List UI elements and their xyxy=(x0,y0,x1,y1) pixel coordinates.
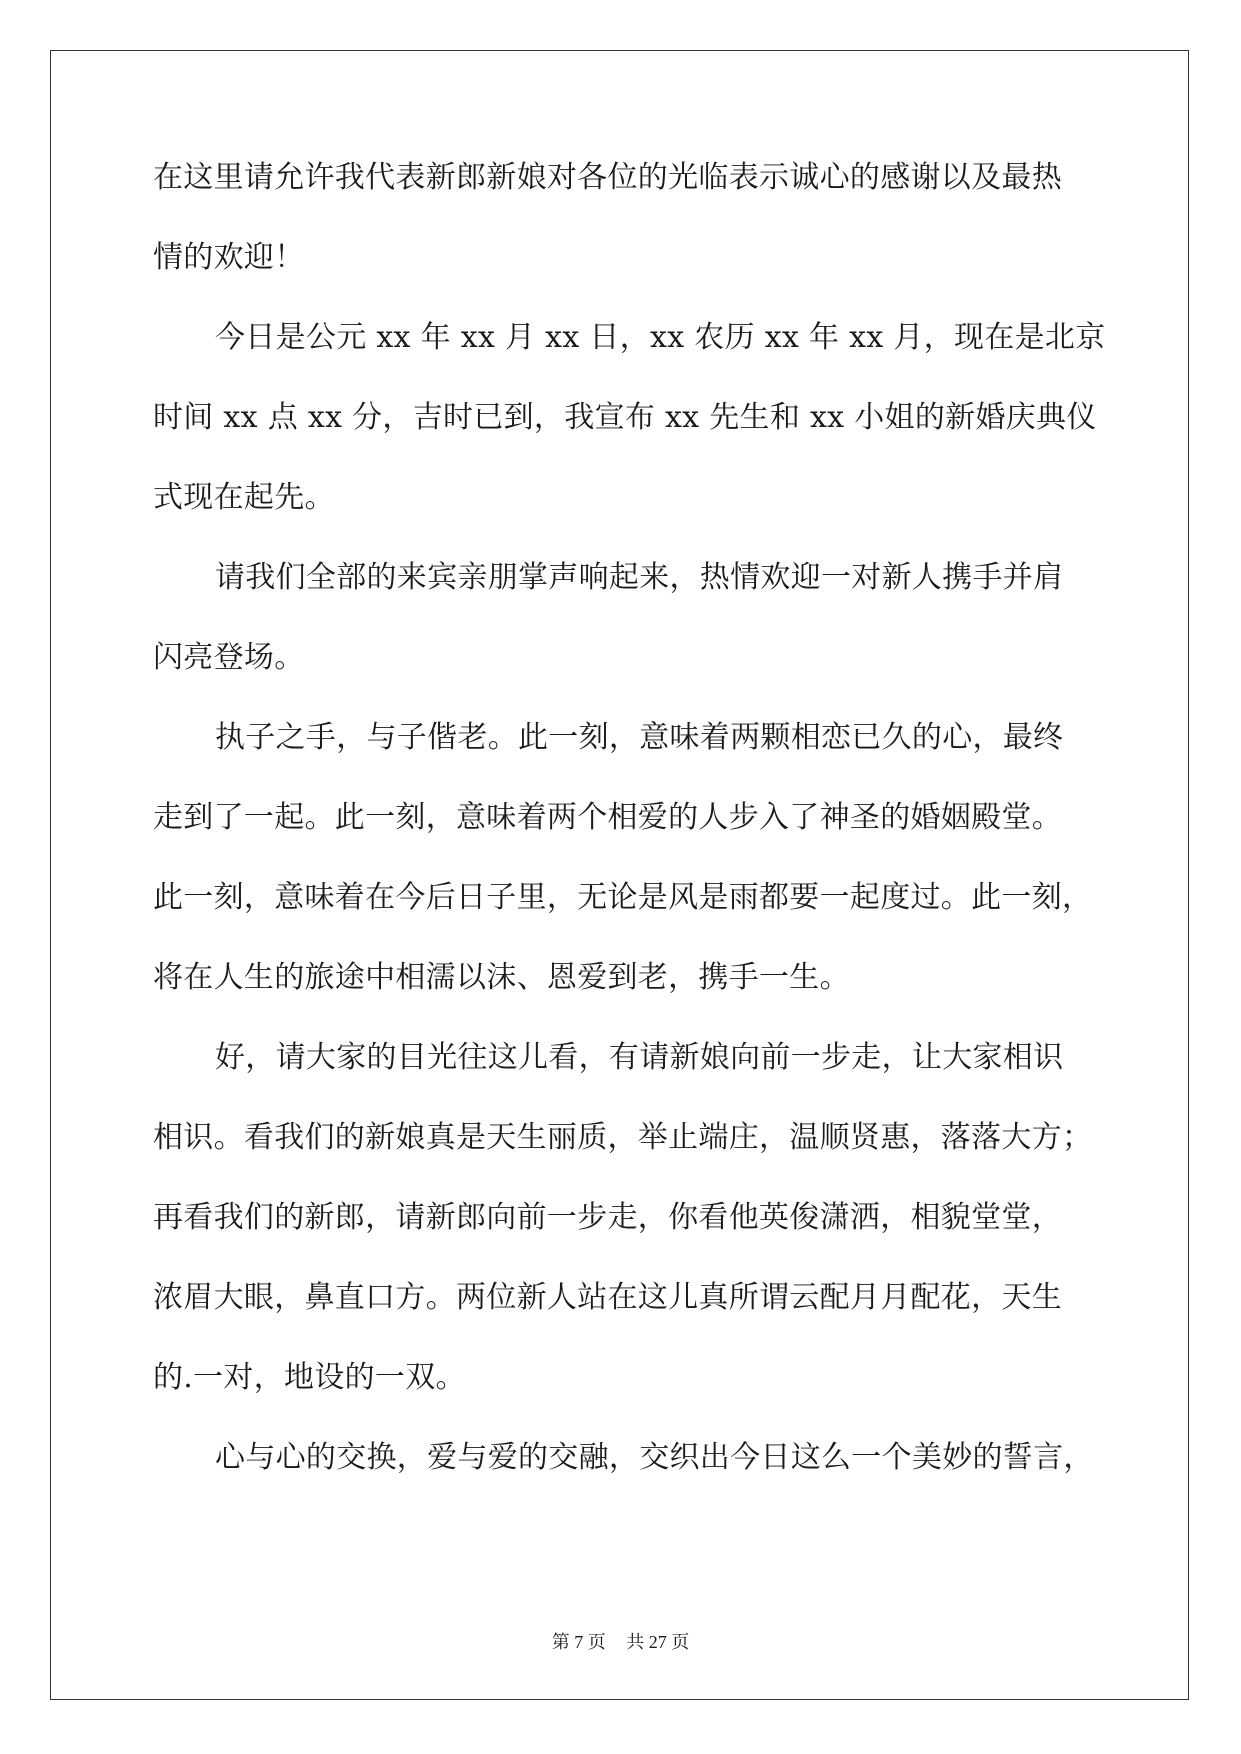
page-number: 第 7 页 xyxy=(551,1632,606,1652)
text-line: 好，请大家的目光往这儿看，有请新娘向前一步走，让大家相识 xyxy=(215,1040,1064,1075)
text-line: 情的欢迎！ xyxy=(153,240,305,275)
text-line: 将在人生的旅途中相濡以沫、恩爱到老，携手一生。 xyxy=(153,960,850,995)
text-line: 今日是公元 xx 年 xx 月 xx 日，xx 农历 xx 年 xx 月，现在是北京 xyxy=(215,320,1106,355)
text-line: 此一刻，意味着在今后日子里，无论是风是雨都要一起度过。此一刻， xyxy=(153,880,1093,915)
page-total: 共 27 页 xyxy=(626,1632,690,1652)
text-line: 的.一对，地设的一双。 xyxy=(153,1360,466,1395)
text-line: 式现在起先。 xyxy=(153,480,335,515)
text-line: 相识。看我们的新娘真是天生丽质，举止端庄，温顺贤惠，落落大方； xyxy=(153,1120,1093,1155)
text-line: 走到了一起。此一刻，意味着两个相爱的人步入了神圣的婚姻殿堂。 xyxy=(153,800,1062,835)
text-line: 再看我们的新郎，请新郎向前一步走，你看他英俊潇洒，相貌堂堂， xyxy=(153,1200,1062,1235)
document-body xyxy=(153,160,1106,1520)
text-line: 浓眉大眼，鼻直口方。两位新人站在这儿真所谓云配月月配花，天生 xyxy=(153,1280,1062,1315)
text-line: 闪亮登场。 xyxy=(153,640,305,675)
text-line: 在这里请允许我代表新郎新娘对各位的光临表示诚心的感谢以及最热 xyxy=(153,160,1062,195)
text-line: 执子之手，与子偕老。此一刻，意味着两颗相恋已久的心，最终 xyxy=(215,720,1064,755)
page-footer xyxy=(0,1628,1241,1654)
text-line: 时间 xx 点 xx 分，吉时已到，我宣布 xx 先生和 xx 小姐的新婚庆典仪 xyxy=(153,400,1097,435)
text-line: 请我们全部的来宾亲朋掌声响起来，热情欢迎一对新人携手并肩 xyxy=(215,560,1064,595)
text-line: 心与心的交换，爱与爱的交融，交织出今日这么一个美妙的誓言， xyxy=(215,1440,1094,1475)
